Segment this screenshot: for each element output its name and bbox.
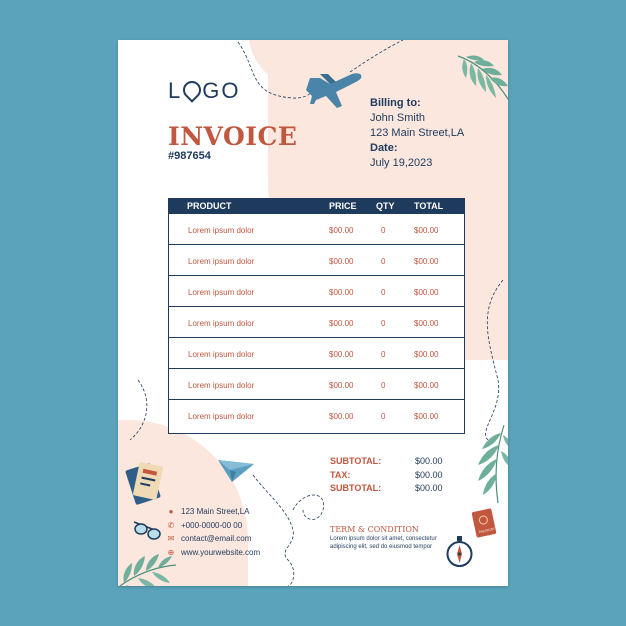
cell-total: $00.00 [414, 288, 439, 297]
contact-phone: +000-0000-00 00 [181, 520, 243, 530]
cell-price: $00.00 [329, 350, 354, 359]
column-header-price: PRICE [329, 201, 357, 211]
billing-label: Billing to: [370, 97, 421, 109]
phone-icon: ✆ [167, 520, 175, 530]
cell-qty: 0 [381, 319, 386, 328]
table-row [169, 276, 464, 307]
table-row [169, 214, 464, 245]
cell-total: $00.00 [414, 381, 439, 390]
subtotal-value: $00.00 [415, 456, 443, 466]
column-header-product: PRODUCT [187, 201, 232, 211]
tax-label: TAX: [330, 469, 351, 480]
globe-icon: ⊕ [167, 547, 175, 557]
invoice-date: July 19,2023 [370, 157, 433, 169]
total-label: SUBTOTAL: [330, 483, 382, 493]
total-value: $00.00 [415, 483, 443, 493]
table-row [169, 245, 464, 276]
contact-email-row [166, 532, 260, 546]
cell-qty: 0 [381, 381, 386, 390]
cell-qty: 0 [381, 226, 386, 235]
product-table [168, 198, 465, 434]
cell-total: $00.00 [414, 319, 439, 328]
logo-text-start: L [168, 78, 183, 103]
invoice-title: INVOICE [168, 122, 298, 151]
totals-labels [330, 455, 381, 496]
table-row [169, 307, 464, 338]
billing-block [370, 96, 464, 171]
logo [168, 78, 240, 104]
invoice-page [118, 40, 508, 586]
passport-label: PASSPORT [478, 526, 496, 535]
cell-price: $00.00 [329, 226, 354, 235]
cell-price: $00.00 [329, 381, 354, 390]
cell-total: $00.00 [414, 350, 439, 359]
cell-total: $00.00 [414, 257, 439, 266]
subtotal-label: SUBTOTAL: [330, 456, 382, 466]
cell-product: Lorem ipsum dolor [188, 381, 255, 390]
cell-product: Lorem ipsum dolor [188, 288, 255, 297]
contact-website: www.yourwebsite.com [181, 547, 261, 557]
table-row [169, 369, 464, 400]
contact-address: 123 Main Street,LA [181, 507, 250, 516]
cell-price: $00.00 [329, 319, 354, 328]
logo-text-end: GO [202, 78, 241, 103]
contact-block [166, 505, 260, 559]
contact-website-row [166, 546, 260, 560]
cell-price: $00.00 [329, 288, 354, 297]
tax-value: $00.00 [415, 469, 443, 480]
billing-name: John Smith [370, 112, 426, 124]
contact-address-row [166, 505, 260, 519]
cell-product: Lorem ipsum dolor [188, 319, 255, 328]
cell-product: Lorem ipsum dolor [188, 350, 255, 359]
sunglasses-icon [132, 518, 162, 540]
location-pin-icon: ● [168, 507, 174, 516]
ticket-icon [126, 460, 166, 506]
totals-values [415, 455, 443, 496]
table-header [169, 199, 464, 214]
cell-product: Lorem ipsum dolor [188, 226, 255, 235]
cell-product: Lorem ipsum dolor [188, 412, 255, 421]
passport-icon [472, 508, 498, 540]
cell-qty: 0 [381, 288, 386, 297]
email-icon: ✉ [167, 534, 175, 543]
table-row [169, 338, 464, 369]
cell-product: Lorem ipsum dolor [188, 257, 255, 266]
cell-price: $00.00 [329, 412, 354, 421]
contact-phone-row [166, 519, 260, 533]
terms-text: Lorem ipsum dolor sit amet, consectetur adipiscing elit, sed do eiusmod tempor [330, 536, 437, 550]
compass-icon [445, 534, 475, 570]
billing-address: 123 Main Street,LA [370, 127, 465, 139]
date-label: Date: [370, 142, 398, 154]
column-header-qty: QTY [376, 201, 395, 211]
airplane-icon [306, 64, 366, 110]
table-row [169, 400, 464, 431]
cell-total: $00.00 [414, 226, 439, 235]
column-header-total: TOTAL [414, 201, 444, 211]
cell-qty: 0 [381, 350, 386, 359]
palm-leaf-icon-right [474, 425, 508, 505]
terms-title: TERM & CONDITION [330, 525, 419, 534]
invoice-number: #987654 [168, 150, 211, 162]
cell-qty: 0 [381, 412, 386, 421]
paper-plane-icon [218, 458, 256, 484]
contact-email: contact@email.com [181, 534, 252, 543]
cell-price: $00.00 [329, 257, 354, 266]
cell-qty: 0 [381, 257, 386, 266]
cell-total: $00.00 [414, 412, 439, 421]
